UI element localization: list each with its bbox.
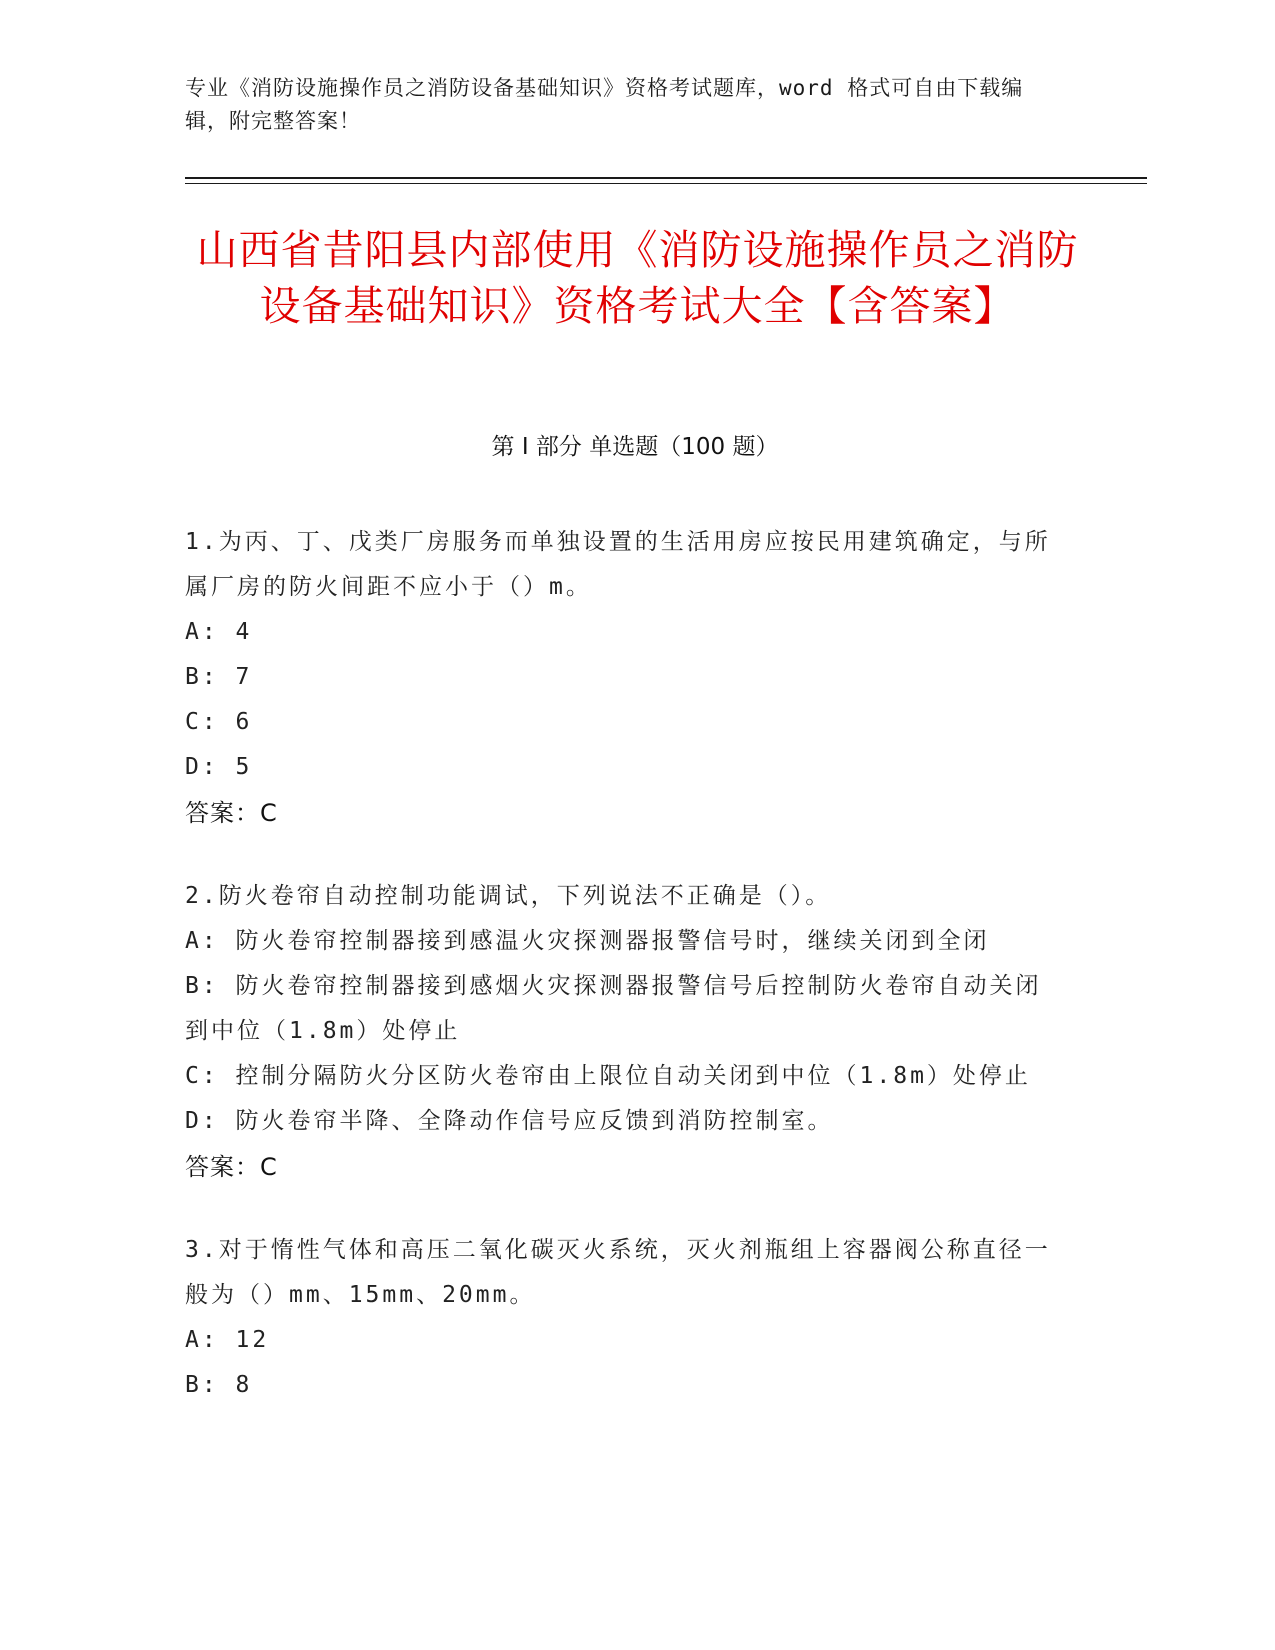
question-3 (185, 1228, 1065, 1408)
answer: 答案：C (185, 799, 278, 827)
option-c: C: 控制分隔防火分区防火卷帘由上限位自动关闭到中位（1.8m）处停止 (185, 1063, 1031, 1089)
option-b: B: 7 (185, 664, 253, 690)
option-d: D: 5 (185, 754, 253, 780)
question-stem: 2.防火卷帘自动控制功能调试，下列说法不正确是（）。 (185, 883, 832, 909)
header-divider-thick (185, 177, 1147, 179)
question-2 (185, 874, 1065, 1190)
question-stem: 3.对于惰性气体和高压二氧化碳灭火系统，灭火剂瓶组上容器阀公称直径一般为（）mm、15mm、20mm。 (185, 1237, 1051, 1308)
answer: 答案：C (185, 1153, 278, 1181)
option-b: B: 8 (185, 1372, 253, 1398)
question-list (185, 520, 1065, 1446)
option-a: A: 防火卷帘控制器接到感温火灾探测器报警信号时，继续关闭到全闭 (185, 928, 990, 954)
question-1 (185, 520, 1065, 836)
option-b: B: 防火卷帘控制器接到感烟火灾探测器报警信号后控制防火卷帘自动关闭到中位（1.8m）处停止 (185, 973, 1042, 1044)
section-title: 第 I 部分 单选题（100 题） (491, 434, 779, 460)
option-d: D: 防火卷帘半降、全降动作信号应反馈到消防控制室。 (185, 1108, 834, 1134)
option-a: A: 12 (185, 1327, 270, 1353)
header-divider-thin (185, 183, 1147, 184)
document-title: 山西省昔阳县内部使用《消防设施操作员之消防设备基础知识》资格考试大全【含答案】 (196, 226, 1079, 330)
option-c: C: 6 (185, 709, 253, 735)
header-note: 专业《消防设施操作员之消防设备基础知识》资格考试题库，word 格式可自由下载编辑，附完整答案！ (185, 76, 1024, 133)
option-a: A: 4 (185, 619, 253, 645)
question-stem: 1.为丙、丁、戊类厂房服务而单独设置的生活用房应按民用建筑确定，与所属厂房的防火间距不应小于（）m。 (185, 529, 1051, 600)
